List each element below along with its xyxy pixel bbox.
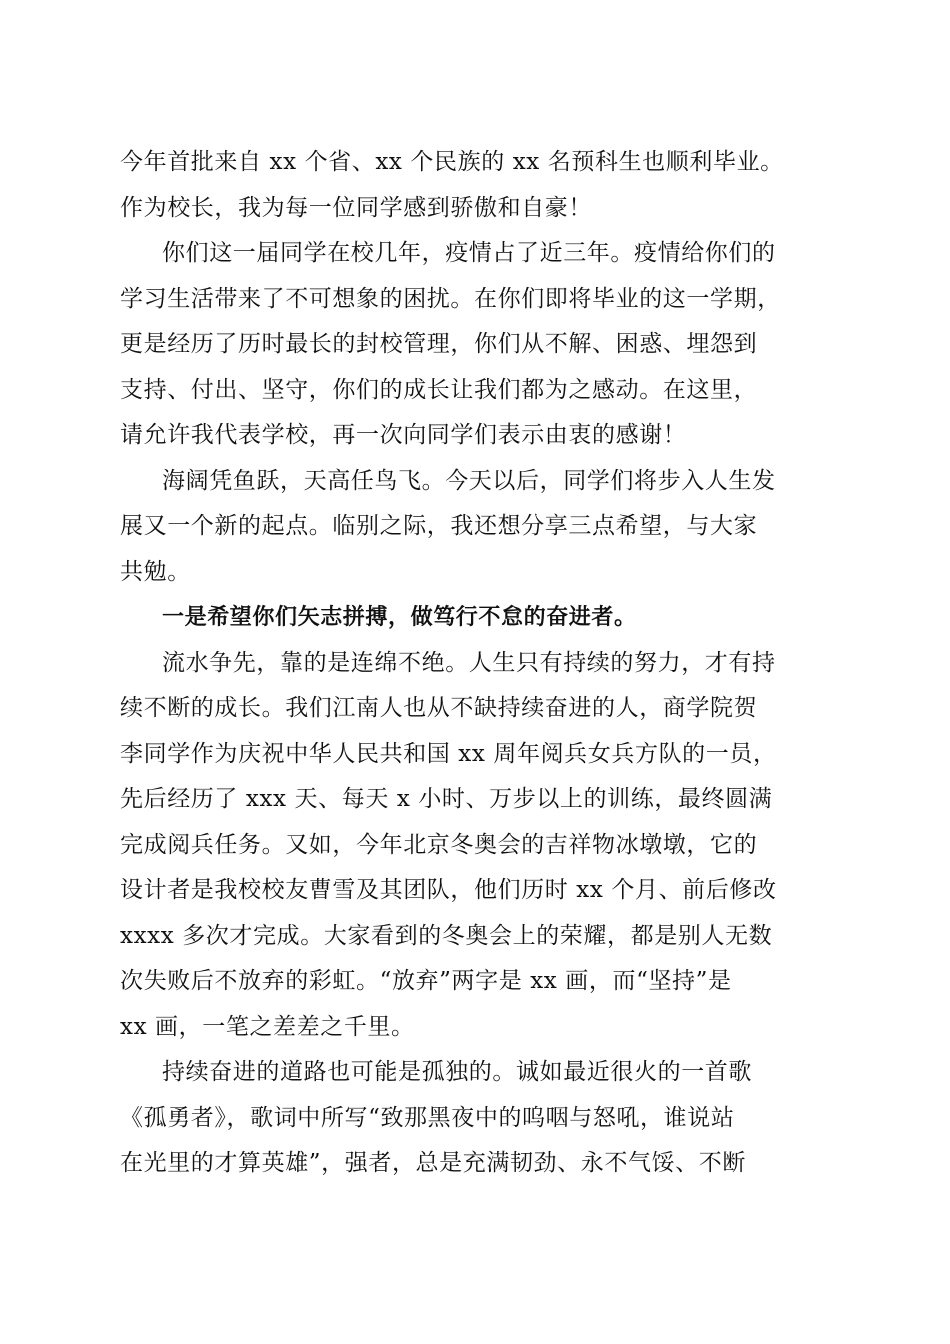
text-line: 作为校长，我为每一位同学感到骄傲和自豪！ bbox=[120, 194, 592, 221]
paragraph-start-line: 流水争先，靠的是连绵不绝。人生只有持续的努力，才有持 bbox=[162, 649, 776, 676]
text-line: 完成阅兵任务。又如，今年北京冬奥会的吉祥物冰墩墩，它的 bbox=[120, 831, 758, 858]
text-line: xxxx 多次才完成。大家看到的冬奥会上的荣耀，都是别人无数 bbox=[120, 922, 773, 949]
text-line: 续不断的成长。我们江南人也从不缺持续奋进的人，商学院贺 bbox=[120, 695, 758, 721]
text-line: 展又一个新的起点。临别之际，我还想分享三点希望，与大家 bbox=[120, 513, 758, 539]
paragraph-start-line: 持续奋进的道路也可能是孤独的。诚如最近很火的一首歌 bbox=[162, 1059, 752, 1085]
text-line: 次失败后不放弃的彩虹。“放弃”两字是 xx 画，而“坚持”是 bbox=[120, 968, 732, 994]
body-text bbox=[120, 140, 832, 1187]
section-heading: 一是希望你们矢志拼搏，做笃行不怠的奋进者。 bbox=[162, 605, 637, 630]
text-line: 共勉。 bbox=[120, 558, 191, 585]
text-line: 李同学作为庆祝中华人民共和国 xx 周年阅兵女兵方队的一员， bbox=[120, 740, 777, 767]
text-line: 在光里的才算英雄”，强者，总是充满韧劲、永不气馁、不断 bbox=[120, 1150, 746, 1176]
paragraph-start-line: 你们这一届同学在校几年，疫情占了近三年。疫情给你们的 bbox=[162, 240, 776, 266]
text-line: 《孤勇者》，歌词中所写“致那黑夜中的呜咽与怒吼，谁说站 bbox=[120, 1104, 735, 1131]
paragraph-start-line: 海阔凭鱼跃，天高任鸟飞。今天以后，同学们将步入人生发 bbox=[162, 467, 776, 494]
text-line: xx 画，一笔之差差之千里。 bbox=[120, 1013, 415, 1040]
text-line: 学习生活带来了不可想象的困扰。在你们即将毕业的这一学期， bbox=[120, 285, 781, 312]
text-line: 支持、付出、坚守，你们的成长让我们都为之感动。在这里， bbox=[120, 376, 758, 403]
text-line: 请允许我代表学校，再一次向同学们表示由衷的感谢！ bbox=[120, 422, 687, 448]
text-line: 先后经历了 xxx 天、每天 x 小时、万步以上的训练，最终圆满 bbox=[120, 786, 773, 812]
text-line: 今年首批来自 xx 个省、xx 个民族的 xx 名预科生也顺利毕业。 bbox=[120, 149, 784, 175]
text-line: 更是经历了历时最长的封校管理，你们从不解、困惑、埋怨到 bbox=[120, 331, 758, 357]
text-line: 设计者是我校校友曹雪及其团队，他们历时 xx 个月、前后修改 bbox=[120, 877, 777, 903]
